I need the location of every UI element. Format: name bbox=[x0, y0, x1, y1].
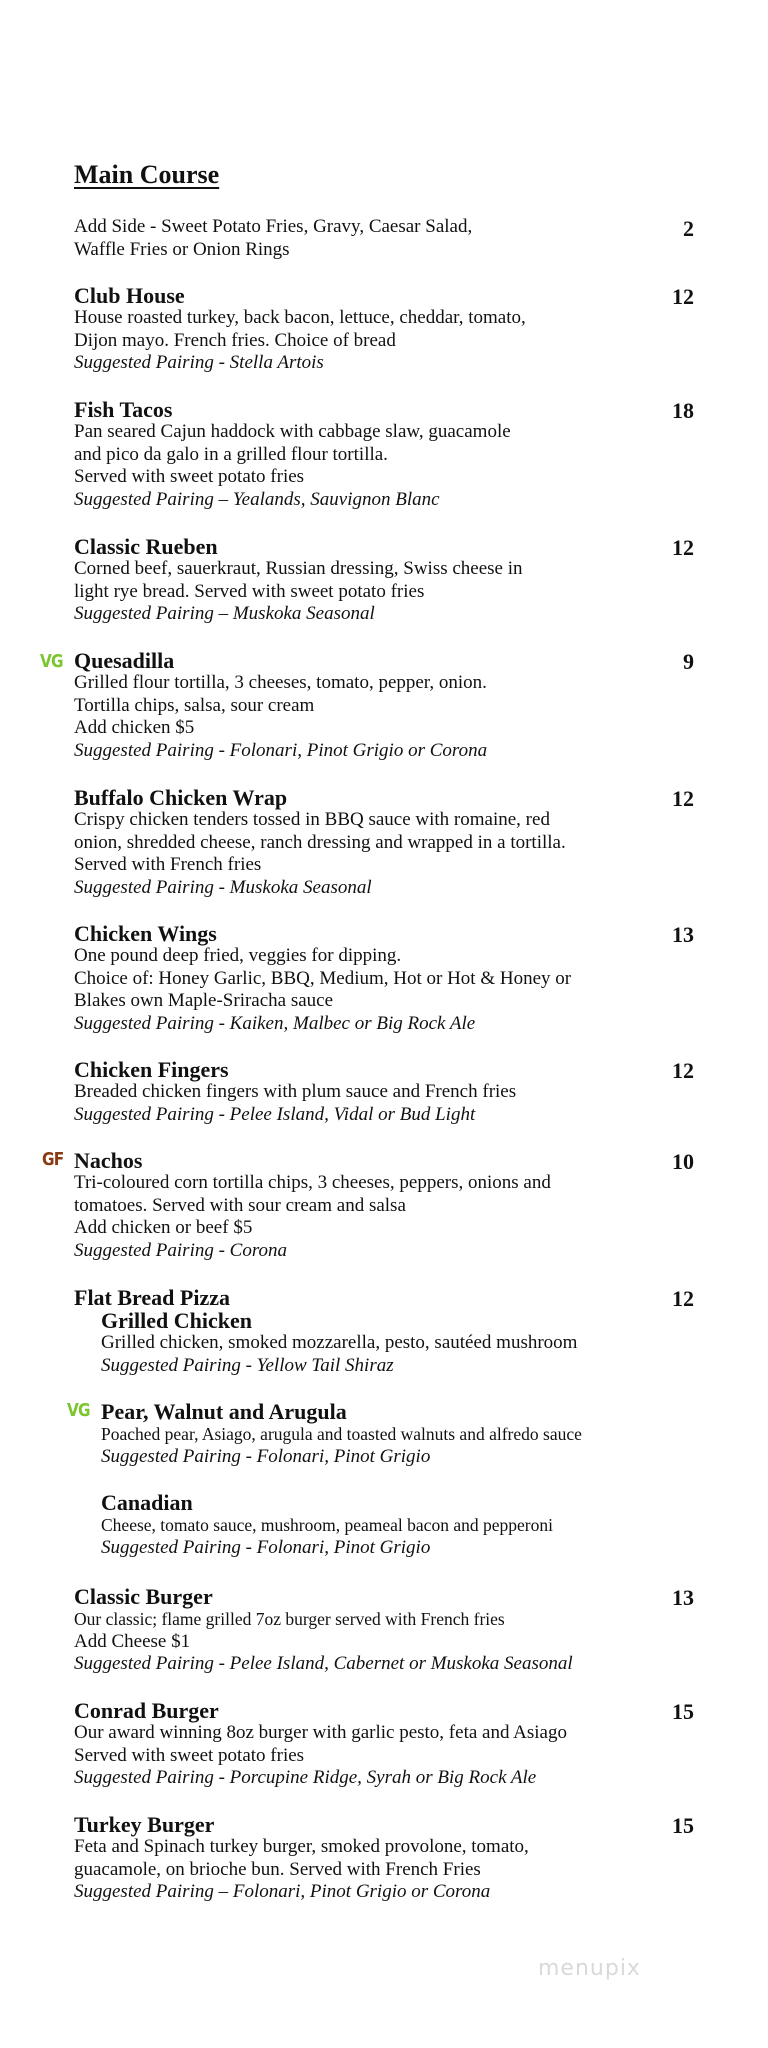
watermark: menupix bbox=[538, 1956, 641, 1981]
item-name: Fish Tacos bbox=[74, 397, 173, 422]
item-description-line: Corned beef, sauerkraut, Russian dressing, Swiss cheese in bbox=[74, 558, 523, 579]
menu-item-fish-tacos bbox=[74, 398, 694, 511]
item-name: Nachos bbox=[74, 1148, 143, 1173]
item-price: 13 bbox=[672, 922, 694, 947]
item-description-line: and pico da galo in a grilled flour tortilla. bbox=[74, 443, 388, 465]
item-description-line: Served with French fries bbox=[74, 854, 262, 875]
pizza-option-canadian bbox=[101, 1491, 694, 1559]
menu-item-classic-rueben bbox=[74, 535, 694, 626]
item-name: Flat Bread Pizza bbox=[74, 1285, 230, 1310]
item-description-line: Poached pear, Asiago, arugula and toasted walnuts and alfredo sauce bbox=[101, 1424, 582, 1444]
menu-item-classic-burger bbox=[74, 1585, 694, 1676]
item-price: 15 bbox=[672, 1813, 694, 1838]
pizza-option-grilled-chicken bbox=[101, 1309, 694, 1377]
vegetarian-badge: VG bbox=[40, 651, 63, 672]
item-name: Canadian bbox=[101, 1490, 193, 1515]
item-price: 10 bbox=[672, 1149, 694, 1174]
menu-item-chicken-wings bbox=[74, 922, 694, 1035]
item-description-line: Waffle Fries or Onion Rings bbox=[74, 238, 290, 260]
item-description-line: One pound deep fried, veggies for dipping. bbox=[74, 945, 402, 966]
menu-item-add-side bbox=[74, 216, 694, 261]
gluten-free-badge: GF bbox=[42, 1149, 64, 1170]
item-description-line: Add Side - Sweet Potato Fries, Gravy, Caesar Salad, bbox=[74, 216, 473, 237]
vegetarian-badge: VG bbox=[67, 1400, 90, 1421]
item-price: 12 bbox=[672, 535, 694, 560]
item-price: 9 bbox=[683, 649, 694, 674]
pizza-option-pear-walnut-arugula bbox=[101, 1400, 694, 1468]
item-price: 12 bbox=[672, 1058, 694, 1083]
item-pairing: Suggested Pairing - Stella Artois bbox=[74, 352, 324, 373]
item-pairing: Suggested Pairing - Yellow Tail Shiraz bbox=[101, 1354, 394, 1376]
menu-item-nachos bbox=[74, 1149, 694, 1262]
item-pairing: Suggested Pairing - Pelee Island, Cabernet or Muskoka Seasonal bbox=[74, 1653, 573, 1674]
page-title: Main Course bbox=[74, 160, 220, 189]
item-description-line: Tortilla chips, salsa, sour cream bbox=[74, 694, 315, 716]
menu-item-chicken-fingers bbox=[74, 1058, 694, 1126]
item-description-line: Dijon mayo. French fries. Choice of bread bbox=[74, 329, 396, 351]
item-description-line: Tri-coloured corn tortilla chips, 3 cheeses, peppers, onions and bbox=[74, 1172, 551, 1193]
item-price: 12 bbox=[672, 284, 694, 309]
item-name: Classic Rueben bbox=[74, 534, 218, 559]
item-description-line: Feta and Spinach turkey burger, smoked provolone, tomato, bbox=[74, 1836, 529, 1857]
item-price: 15 bbox=[672, 1699, 694, 1724]
item-description-line: guacamole, on brioche bun. Served with French Fries bbox=[74, 1858, 481, 1880]
item-name: Chicken Fingers bbox=[74, 1057, 229, 1082]
item-price: 18 bbox=[672, 398, 694, 423]
item-description-line: Our award winning 8oz burger with garlic pesto, feta and Asiago bbox=[74, 1722, 567, 1743]
item-description-line: Cheese, tomato sauce, mushroom, peameal bacon and pepperoni bbox=[101, 1515, 553, 1535]
item-price: 12 bbox=[672, 1286, 694, 1311]
item-description-line: tomatoes. Served with sour cream and salsa bbox=[74, 1194, 406, 1216]
item-description-line: Blakes own Maple-Sriracha sauce bbox=[74, 990, 334, 1011]
item-description-line: House roasted turkey, back bacon, lettuce, cheddar, tomato, bbox=[74, 307, 526, 328]
item-price: 12 bbox=[672, 786, 694, 811]
item-name: Quesadilla bbox=[74, 648, 175, 673]
item-description-line: Breaded chicken fingers with plum sauce and French fries bbox=[74, 1081, 517, 1102]
item-price: 13 bbox=[672, 1585, 694, 1610]
item-pairing: Suggested Pairing – Yealands, Sauvignon Blanc bbox=[74, 488, 440, 510]
item-pairing: Suggested Pairing - Folonari, Pinot Grigio bbox=[101, 1536, 431, 1558]
item-name: Grilled Chicken bbox=[101, 1308, 252, 1333]
item-description-line: Add chicken or beef $5 bbox=[74, 1217, 253, 1238]
menu-item-buffalo-chicken-wrap bbox=[74, 786, 694, 899]
item-description-line: light rye bread. Served with sweet potato fries bbox=[74, 580, 425, 602]
item-description-line: Served with sweet potato fries bbox=[74, 1744, 305, 1766]
item-pairing: Suggested Pairing - Folonari, Pinot Grigio or Corona bbox=[74, 739, 488, 761]
item-name: Buffalo Chicken Wrap bbox=[74, 785, 288, 810]
item-pairing: Suggested Pairing - Folonari, Pinot Grigio bbox=[101, 1445, 431, 1467]
menu-item-club-house bbox=[74, 284, 694, 375]
item-description-line: Grilled flour tortilla, 3 cheeses, tomato, pepper, onion. bbox=[74, 672, 487, 693]
item-name: Chicken Wings bbox=[74, 921, 217, 946]
item-name: Pear, Walnut and Arugula bbox=[101, 1399, 347, 1424]
item-description-line: Add chicken $5 bbox=[74, 717, 195, 738]
menu-item-conrad-burger bbox=[74, 1699, 694, 1790]
menu-item-quesadilla bbox=[74, 649, 694, 762]
menu-item-turkey-burger bbox=[74, 1813, 694, 1904]
item-name: Turkey Burger bbox=[74, 1812, 215, 1837]
item-pairing: Suggested Pairing – Folonari, Pinot Grigio or Corona bbox=[74, 1881, 491, 1902]
item-pairing: Suggested Pairing - Porcupine Ridge, Syrah or Big Rock Ale bbox=[74, 1767, 537, 1788]
item-description-line: Served with sweet potato fries bbox=[74, 466, 305, 487]
item-name: Club House bbox=[74, 283, 185, 308]
item-pairing: Suggested Pairing - Muskoka Seasonal bbox=[74, 876, 372, 898]
item-description-line: Choice of: Honey Garlic, BBQ, Medium, Hot or Hot & Honey or bbox=[74, 967, 572, 989]
item-name: Classic Burger bbox=[74, 1584, 213, 1609]
item-pairing: Suggested Pairing - Pelee Island, Vidal or Bud Light bbox=[74, 1103, 476, 1125]
item-description-line: onion, shredded cheese, ranch dressing and wrapped in a tortilla. bbox=[74, 831, 566, 853]
item-name: Conrad Burger bbox=[74, 1698, 219, 1723]
item-description-line: Our classic; flame grilled 7oz burger served with French fries bbox=[74, 1609, 505, 1629]
item-pairing: Suggested Pairing – Muskoka Seasonal bbox=[74, 603, 375, 624]
item-pairing: Suggested Pairing - Corona bbox=[74, 1239, 288, 1261]
item-description-line: Crispy chicken tenders tossed in BBQ sauce with romaine, red bbox=[74, 809, 550, 830]
item-description-line: Grilled chicken, smoked mozzarella, pesto, sautéed mushroom bbox=[101, 1332, 578, 1353]
item-pairing: Suggested Pairing - Kaiken, Malbec or Big Rock Ale bbox=[74, 1012, 476, 1034]
menu-item-flat-bread-pizza bbox=[74, 1286, 694, 1309]
item-description-line: Pan seared Cajun haddock with cabbage slaw, guacamole bbox=[74, 421, 511, 442]
item-description-line: Add Cheese $1 bbox=[74, 1630, 191, 1652]
item-price: 2 bbox=[683, 216, 694, 241]
